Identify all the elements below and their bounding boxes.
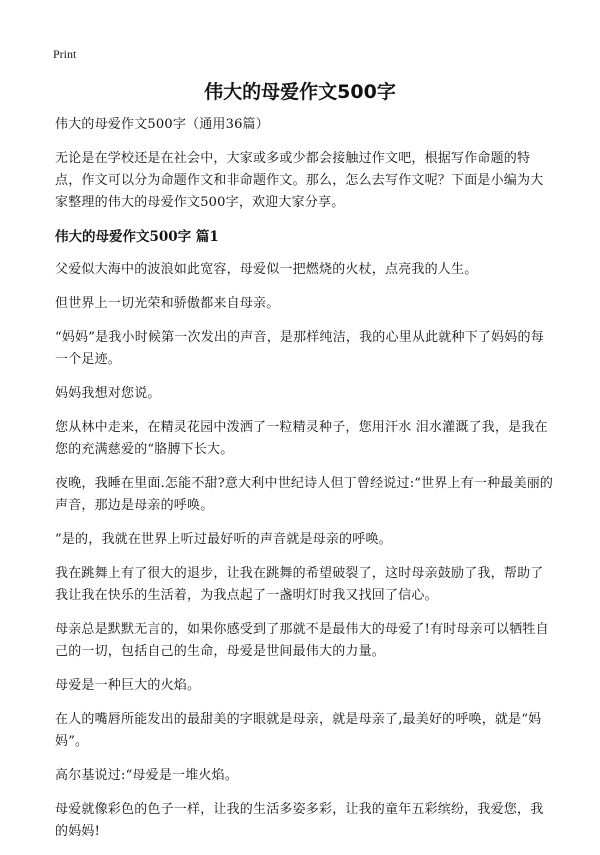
paragraph: 母爱是一种巨大的火焰。 (55, 678, 201, 693)
paragraph: 高尔基说过:“母爱是一堆火焰。 (55, 768, 239, 783)
paragraph: 但世界上一切光荣和骄傲都来自母亲。 (55, 296, 280, 311)
article-body (55, 114, 555, 855)
paragraph: 您从林中走来，在精灵花园中泼洒了一粒精灵种子，您用汗水 泪水灌溉了我，是我在您的充满慈爱的“胳膊下长大。 (55, 420, 548, 457)
intro-paragraph: 无论是在学校还是在社会中，大家或多或少都会接触过作文吧，根据写作命题的特点，作文可以分为命题作文和非命题作文。那么，怎么去写作文呢？下面是小编为大家整理的伟大的母爱作文500字，欢迎大家分享。 (55, 151, 544, 210)
section-title: 伟大的母爱作文500字 篇1 (55, 229, 219, 245)
paragraph: 我在跳舞上有了很大的退步，让我在跳舞的希望破裂了，这时母亲鼓励了我，帮助了我让我在快乐的生活着，为我点起了一盏明灯时我又找回了信心。 (55, 566, 544, 603)
paragraph: 夜晚，我睡在里面.怎能不甜?意大利中世纪诗人但丁曾经说过:“世界上有一种最美丽的声音，那边是母亲的呼唤。 (55, 476, 554, 513)
print-link[interactable]: Print (53, 47, 77, 61)
paragraph: 母爱就像彩色的色子一样，让我的生活多姿多彩，让我的童年五彩缤纷，我爱您，我的妈妈! (55, 802, 544, 839)
intro-subtitle: 伟大的母爱作文500字（通用36篇） (55, 117, 269, 132)
paragraph: 在人的嘴唇所能发出的最甜美的字眼就是母亲，就是母亲了,最美好的呼唤，就是“妈妈”。 (55, 712, 542, 749)
paragraph: 父爱似大海中的波浪如此宽容，母爱似一把燃烧的火杖，点亮我的人生。 (55, 262, 478, 277)
paragraph: “妈妈”是我小时候第一次发出的声音，是那样纯洁，我的心里从此就种下了妈妈的每一个足迹。 (55, 330, 544, 367)
paragraph: 母亲总是默默无言的，如果你感受到了那就不是最伟大的母爱了!有时母亲可以牺牲自己的一切，包括自己的生命，母爱是世间最伟大的力量。 (55, 622, 549, 659)
page-title: 伟大的母爱作文500字 (204, 81, 396, 103)
paragraph: 妈妈我想对您说。 (55, 386, 161, 401)
paragraph: ”是的，我就在世界上听过最好听的声音就是母亲的呼唤。 (55, 532, 392, 547)
